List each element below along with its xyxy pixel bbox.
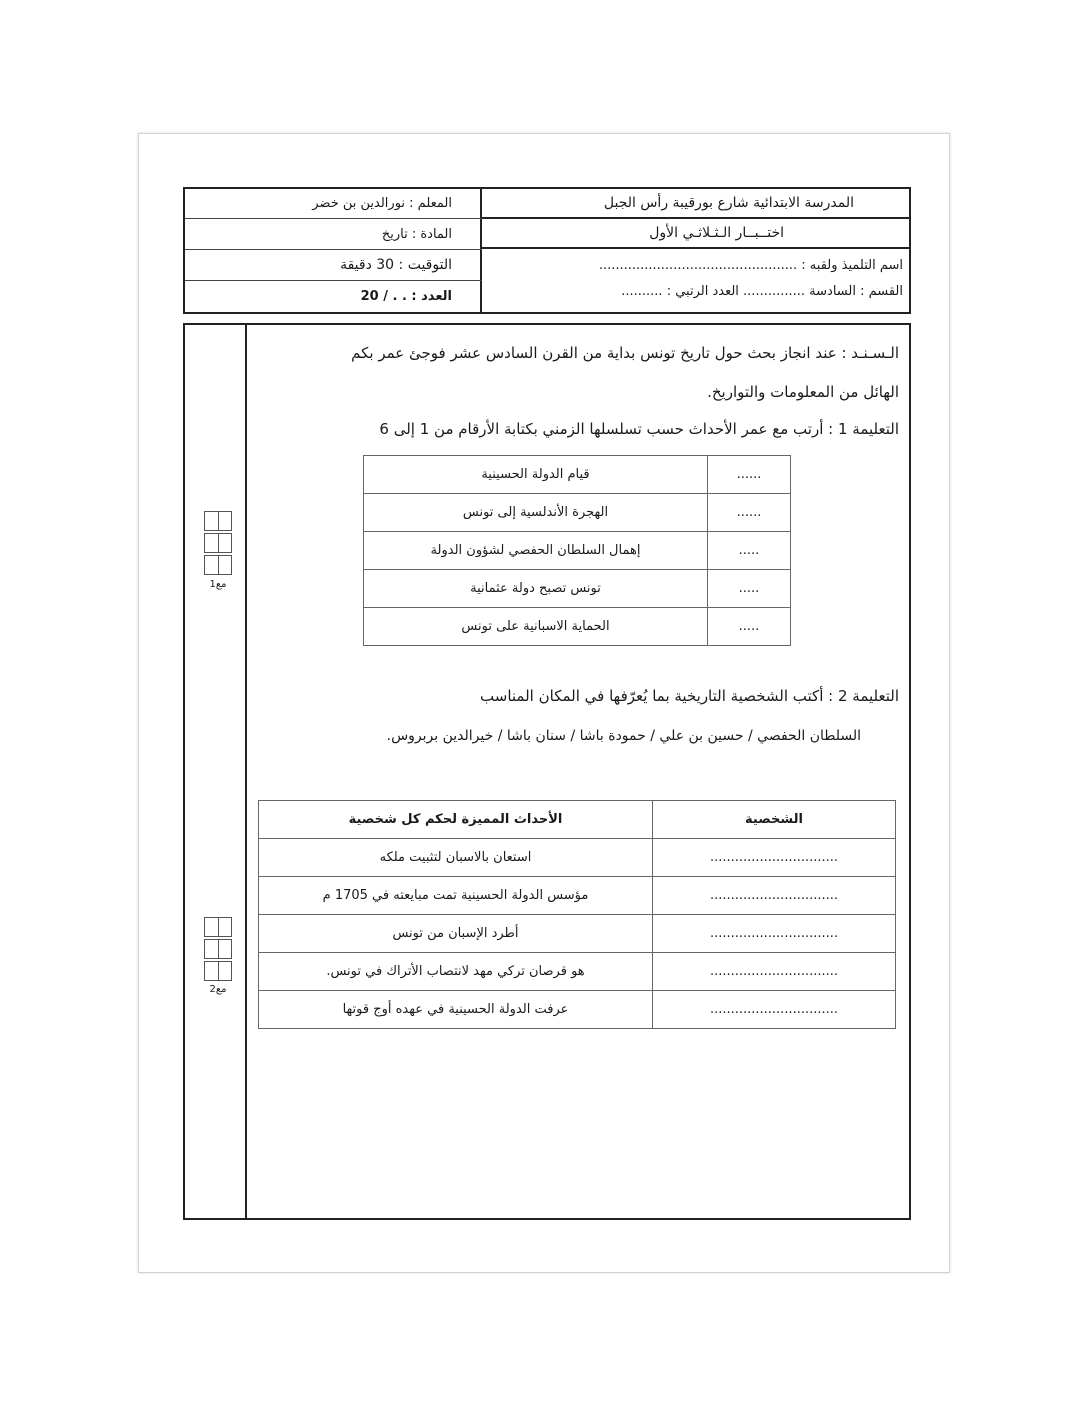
order-answer-blank[interactable]: ...... xyxy=(708,456,791,494)
person-answer-blank[interactable]: ............................... xyxy=(653,991,896,1029)
task2-names-list: السلطان الحفصي / حسين بن علي / حمودة باشا / سنان باشا / خيرالدين بربروس. xyxy=(386,728,861,744)
task2-row xyxy=(259,877,896,915)
event-cell: الحماية الاسبانية على تونس xyxy=(364,608,708,646)
person-column-header: الشخصية xyxy=(653,801,896,839)
task2-table xyxy=(258,800,896,1029)
task2-instruction: التعليمة 2 : أكتب الشخصية التاريخية بما يُعرّفها في المكان المناسب xyxy=(480,687,899,705)
task2-row xyxy=(259,915,896,953)
person-answer-blank[interactable]: ............................... xyxy=(653,839,896,877)
task1-instruction: التعليمة 1 : أرتب مع عمر الأحداث حسب تسلسلها الزمني بكتابة الأرقام من 1 إلى 6 xyxy=(379,420,899,438)
event-cell: إهمال السلطان الحفصي لشؤون الدولة xyxy=(364,532,708,570)
order-answer-blank[interactable]: ..... xyxy=(708,608,791,646)
events-column-header: الأحداث المميزة لحكم كل شخصية xyxy=(259,801,653,839)
task1-row xyxy=(364,494,791,532)
teacher-name: المعلم : نورالدين بن خضر xyxy=(185,189,482,219)
criterion1-label: مع1 xyxy=(209,579,227,590)
person-answer-blank[interactable]: ............................... xyxy=(653,915,896,953)
sanad-line-2: الهائل من المعلومات والتواريخ. xyxy=(707,383,899,401)
school-info-panel xyxy=(480,189,909,312)
task1-table xyxy=(363,455,791,646)
event-description-cell: مؤسس الدولة الحسينية تمت مبايعته في 1705 م xyxy=(259,877,653,915)
teacher-info-panel xyxy=(185,189,482,312)
criterion1-score-box[interactable] xyxy=(204,511,232,577)
order-answer-blank[interactable]: ...... xyxy=(708,494,791,532)
sanad-line-1: الـسـنـد : عند انجاز بحث حول تاريخ تونس بداية من القرن السادس عشر فوجئ عمر بكم xyxy=(351,344,899,362)
criterion2-label: مع2 xyxy=(209,984,227,995)
event-description-cell: استعان بالاسبان لتثبيت ملكه xyxy=(259,839,653,877)
event-cell: الهجرة الأندلسية إلى تونس xyxy=(364,494,708,532)
event-description-cell: عرفت الدولة الحسينية في عهده أوج قوتها xyxy=(259,991,653,1029)
exam-header xyxy=(183,187,911,314)
task1-row xyxy=(364,570,791,608)
task2-row xyxy=(259,991,896,1029)
school-name: المدرسة الابتدائية شارع بورقيبة رأس الجبل xyxy=(482,189,909,219)
task1-row xyxy=(364,532,791,570)
person-answer-blank[interactable]: ............................... xyxy=(653,953,896,991)
exam-body xyxy=(183,323,911,1220)
task1-row xyxy=(364,456,791,494)
subject-label: المادة : تاريخ xyxy=(185,219,482,250)
event-description-cell: أطرد الإسبان من تونس xyxy=(259,915,653,953)
task1-row xyxy=(364,608,791,646)
event-description-cell: هو قرصان تركي مهد لانتصاب الأتراك في تونس. xyxy=(259,953,653,991)
task2-row xyxy=(259,839,896,877)
criterion2-score-box[interactable] xyxy=(204,917,232,983)
person-answer-blank[interactable]: ............................... xyxy=(653,877,896,915)
score-label: العدد : . . / 20 xyxy=(360,289,452,304)
grading-margin xyxy=(185,325,247,1218)
duration-label: التوقيت : 30 دقيقة xyxy=(185,250,482,281)
order-answer-blank[interactable]: ..... xyxy=(708,532,791,570)
student-name-line: اسم التلميذ ولقبه : ................................................ xyxy=(598,257,903,273)
task2-row xyxy=(259,953,896,991)
exam-title: اختــبــار الـثـلاثـي الأول xyxy=(482,219,909,249)
event-cell: قيام الدولة الحسينية xyxy=(364,456,708,494)
event-cell: تونس تصبح دولة عثمانية xyxy=(364,570,708,608)
order-answer-blank[interactable]: ..... xyxy=(708,570,791,608)
class-line: القسم : السادسة ............... العدد الرتبي : .......... xyxy=(621,283,903,299)
